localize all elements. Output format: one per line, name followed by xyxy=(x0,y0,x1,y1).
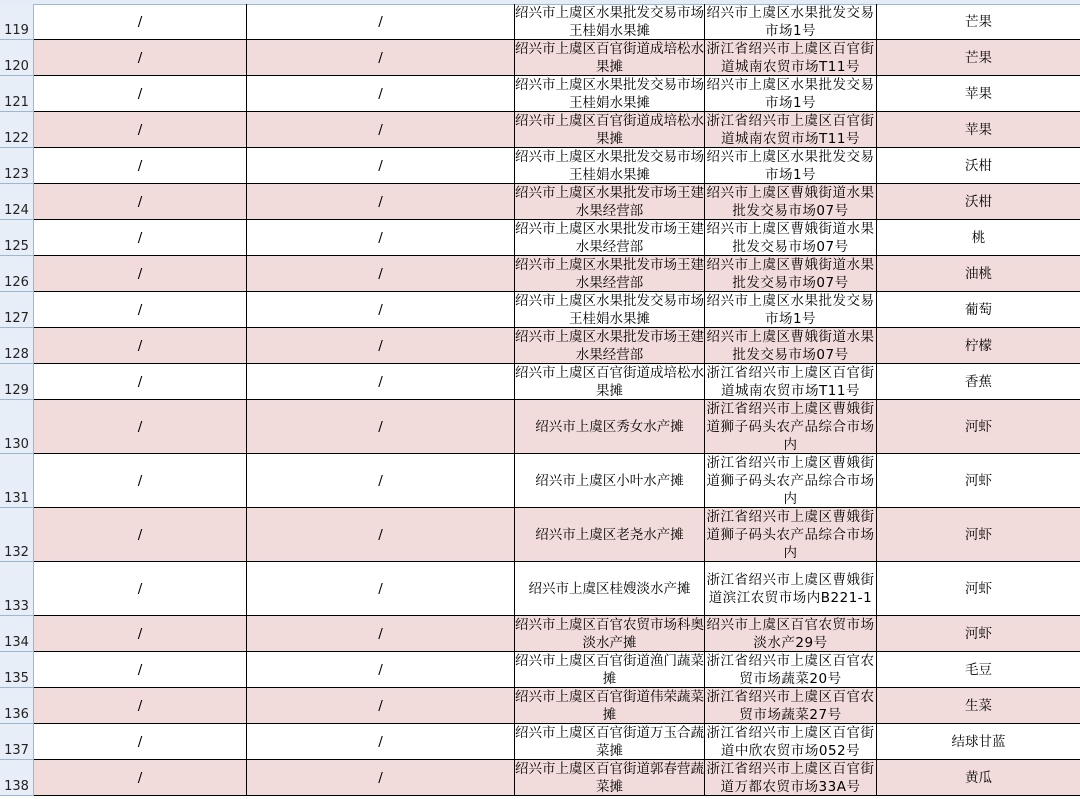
cell-vendor-name[interactable]: 绍兴市上虞区百官农贸市场科奥淡水产摊 xyxy=(515,616,704,651)
cell-vendor-address[interactable]: 绍兴市上虞区百官农贸市场淡水产29号 xyxy=(705,616,877,652)
cell-product[interactable]: 河虾 xyxy=(877,454,1080,508)
cell-vendor-address[interactable]: 绍兴市上虞区水果批发交易市场1号 xyxy=(705,148,877,184)
cell-vendor-name[interactable]: 绍兴市上虞区水果批发市场王建水果经营部 xyxy=(515,256,704,291)
cell-col-b[interactable]: / xyxy=(247,508,515,562)
cell-col-b[interactable]: / xyxy=(247,292,515,328)
cell-vendor-name[interactable]: 绍兴市上虞区水果批发市场王建水果经营部 xyxy=(515,220,704,255)
table-row xyxy=(0,454,1080,508)
cell-vendor-name[interactable]: 绍兴市上虞区水果批发交易市场王桂娟水果摊 xyxy=(515,4,704,39)
cell-col-b[interactable]: / xyxy=(247,4,515,40)
cell-col-b[interactable]: / xyxy=(247,562,515,616)
cell-col-b[interactable]: / xyxy=(247,688,515,724)
cell-product[interactable]: 河虾 xyxy=(877,400,1080,454)
table-row xyxy=(0,4,1080,40)
cell-vendor-name[interactable]: 绍兴市上虞区水果批发市场王建水果经营部 xyxy=(515,328,704,363)
row-number[interactable]: 137 xyxy=(0,724,34,760)
cell-vendor-address[interactable]: 浙江省绍兴市上虞区百官街道万都农贸市场33A号 xyxy=(705,760,877,796)
table-row xyxy=(0,364,1080,400)
cell-col-b[interactable]: / xyxy=(247,724,515,760)
cell-col-a[interactable]: / xyxy=(34,562,247,616)
row-number[interactable]: 136 xyxy=(0,688,34,724)
cell-product[interactable]: 桃 xyxy=(877,220,1080,256)
table-row xyxy=(0,76,1080,112)
cell-product[interactable]: 芒果 xyxy=(877,40,1080,76)
cell-vendor-name[interactable]: 绍兴市上虞区水果批发交易市场王桂娟水果摊 xyxy=(515,148,704,183)
table-row xyxy=(0,40,1080,76)
cell-product[interactable]: 沃柑 xyxy=(877,184,1080,220)
cell-vendor-address[interactable]: 浙江省绍兴市上虞区曹娥街道滨江农贸市场内B221-1 xyxy=(705,562,877,616)
row-number[interactable]: 126 xyxy=(0,256,34,292)
table-row xyxy=(0,760,1080,796)
table-row xyxy=(0,112,1080,148)
row-number[interactable]: 122 xyxy=(0,112,34,148)
cell-col-b[interactable]: / xyxy=(247,454,515,508)
cell-vendor-name[interactable]: 绍兴市上虞区水果批发交易市场王桂娟水果摊 xyxy=(515,76,704,111)
row-number[interactable]: 128 xyxy=(0,328,34,364)
cell-product[interactable]: 苹果 xyxy=(877,76,1080,112)
cell-col-a[interactable]: / xyxy=(34,328,247,364)
row-number[interactable]: 138 xyxy=(0,760,34,796)
row-number[interactable]: 134 xyxy=(0,616,34,652)
row-number[interactable]: 135 xyxy=(0,652,34,688)
cell-vendor-name[interactable]: 绍兴市上虞区秀女水产摊 xyxy=(515,400,705,454)
cell-col-a[interactable]: / xyxy=(34,400,247,454)
cell-product[interactable]: 生菜 xyxy=(877,688,1080,724)
cell-vendor-address[interactable]: 浙江省绍兴市上虞区百官街道城南农贸市场T11号 xyxy=(705,112,877,148)
cell-vendor-address[interactable]: 浙江省绍兴市上虞区百官农贸市场蔬菜20号 xyxy=(705,652,877,688)
cell-vendor-address[interactable]: 绍兴市上虞区水果批发交易市场1号 xyxy=(705,4,877,40)
cell-col-b[interactable]: / xyxy=(247,256,515,292)
row-number[interactable]: 129 xyxy=(0,364,34,400)
table-row xyxy=(0,688,1080,724)
row-number[interactable]: 127 xyxy=(0,292,34,328)
cell-product[interactable]: 苹果 xyxy=(877,112,1080,148)
cell-col-b[interactable]: / xyxy=(247,40,515,76)
cell-col-a[interactable]: / xyxy=(34,184,247,220)
row-number[interactable]: 125 xyxy=(0,220,34,256)
cell-product[interactable]: 葡萄 xyxy=(877,292,1080,328)
cell-col-b[interactable]: / xyxy=(247,148,515,184)
cell-vendor-address[interactable]: 绍兴市上虞区曹娥街道水果批发交易市场07号 xyxy=(705,328,877,364)
cell-col-a[interactable]: / xyxy=(34,4,247,40)
cell-vendor-address[interactable]: 浙江省绍兴市上虞区曹娥街道狮子码头农产品综合市场内 xyxy=(705,508,877,562)
cell-col-a[interactable]: / xyxy=(34,616,247,652)
table-row xyxy=(0,220,1080,256)
cell-col-b[interactable]: / xyxy=(247,328,515,364)
cell-vendor-address[interactable]: 浙江省绍兴市上虞区百官街道中欣农贸市场052号 xyxy=(705,724,877,760)
cell-vendor-address[interactable]: 浙江省绍兴市上虞区百官街道城南农贸市场T11号 xyxy=(705,364,877,400)
table-row xyxy=(0,148,1080,184)
row-number[interactable]: 133 xyxy=(0,562,34,616)
table-row xyxy=(0,184,1080,220)
row-number[interactable]: 130 xyxy=(0,400,34,454)
cell-vendor-address[interactable]: 浙江省绍兴市上虞区百官街道城南农贸市场T11号 xyxy=(705,40,877,76)
cell-vendor-name[interactable]: 绍兴市上虞区百官街道万玉合蔬菜摊 xyxy=(515,724,704,759)
cell-product[interactable]: 柠檬 xyxy=(877,328,1080,364)
cell-col-a[interactable]: / xyxy=(34,256,247,292)
cell-col-b[interactable]: / xyxy=(247,364,515,400)
cell-vendor-address[interactable]: 绍兴市上虞区曹娥街道水果批发交易市场07号 xyxy=(705,184,877,220)
cell-col-b[interactable]: / xyxy=(247,652,515,688)
cell-product[interactable]: 油桃 xyxy=(877,256,1080,292)
cell-vendor-address[interactable]: 浙江省绍兴市上虞区曹娥街道狮子码头农产品综合市场内 xyxy=(705,400,877,454)
cell-product[interactable]: 河虾 xyxy=(877,616,1080,652)
cell-col-a[interactable]: / xyxy=(34,76,247,112)
cell-product[interactable]: 结球甘蓝 xyxy=(877,724,1080,760)
cell-col-a[interactable]: / xyxy=(34,148,247,184)
cell-col-a[interactable]: / xyxy=(34,364,247,400)
cell-col-b[interactable]: / xyxy=(247,112,515,148)
cell-product[interactable]: 河虾 xyxy=(877,508,1080,562)
cell-col-a[interactable]: / xyxy=(34,454,247,508)
cell-vendor-name[interactable]: 绍兴市上虞区百官街道成培松水果摊 xyxy=(515,364,704,399)
cell-vendor-name[interactable]: 绍兴市上虞区水果批发交易市场王桂娟水果摊 xyxy=(515,292,704,327)
cell-vendor-name[interactable]: 绍兴市上虞区桂嫂淡水产摊 xyxy=(515,562,705,616)
cell-col-b[interactable]: / xyxy=(247,616,515,652)
cell-vendor-name[interactable]: 绍兴市上虞区百官街道成培松水果摊 xyxy=(515,112,704,147)
cell-vendor-address[interactable]: 绍兴市上虞区水果批发交易市场1号 xyxy=(705,292,877,328)
table-row xyxy=(0,328,1080,364)
row-number[interactable]: 123 xyxy=(0,148,34,184)
table-row xyxy=(0,562,1080,616)
cell-col-a[interactable]: / xyxy=(34,292,247,328)
cell-col-b[interactable]: / xyxy=(247,760,515,796)
table-row xyxy=(0,616,1080,652)
cell-col-b[interactable]: / xyxy=(247,184,515,220)
cell-vendor-name[interactable]: 绍兴市上虞区百官街道伟荣蔬菜摊 xyxy=(515,688,704,723)
cell-product[interactable]: 河虾 xyxy=(877,562,1080,616)
cell-vendor-name[interactable]: 绍兴市上虞区水果批发市场王建水果经营部 xyxy=(515,184,704,219)
table-row xyxy=(0,652,1080,688)
table-row xyxy=(0,724,1080,760)
row-number[interactable]: 120 xyxy=(0,40,34,76)
table-row xyxy=(0,256,1080,292)
cell-col-b[interactable]: / xyxy=(247,400,515,454)
table-row xyxy=(0,400,1080,454)
table-row xyxy=(0,292,1080,328)
cell-vendor-name[interactable]: 绍兴市上虞区百官街道渔门蔬菜摊 xyxy=(515,652,704,687)
cell-vendor-name[interactable]: 绍兴市上虞区老尧水产摊 xyxy=(515,508,705,562)
cell-product[interactable]: 黄瓜 xyxy=(877,760,1080,796)
row-number[interactable]: 132 xyxy=(0,508,34,562)
cell-col-b[interactable]: / xyxy=(247,76,515,112)
table-row xyxy=(0,508,1080,562)
cell-vendor-name[interactable]: 绍兴市上虞区百官街道成培松水果摊 xyxy=(515,40,704,75)
row-number[interactable]: 119 xyxy=(0,4,34,40)
cell-product[interactable]: 毛豆 xyxy=(877,652,1080,688)
cell-vendor-address[interactable]: 浙江省绍兴市上虞区曹娥街道狮子码头农产品综合市场内 xyxy=(705,454,877,508)
cell-col-a[interactable]: / xyxy=(34,220,247,256)
cell-col-a[interactable]: / xyxy=(34,760,247,796)
cell-vendor-name[interactable]: 绍兴市上虞区百官街道郭春营蔬菜摊 xyxy=(515,760,704,795)
cell-col-a[interactable]: / xyxy=(34,652,247,688)
cell-vendor-address[interactable]: 绍兴市上虞区曹娥街道水果批发交易市场07号 xyxy=(705,220,877,256)
cell-vendor-address[interactable]: 绍兴市上虞区曹娥街道水果批发交易市场07号 xyxy=(705,256,877,292)
cell-col-a[interactable]: / xyxy=(34,724,247,760)
cell-col-a[interactable]: / xyxy=(34,112,247,148)
cell-vendor-address[interactable]: 绍兴市上虞区水果批发交易市场1号 xyxy=(705,76,877,112)
cell-col-b[interactable]: / xyxy=(247,220,515,256)
cell-product[interactable]: 香蕉 xyxy=(877,364,1080,400)
cell-product[interactable]: 芒果 xyxy=(877,4,1080,40)
cell-vendor-name[interactable]: 绍兴市上虞区小叶水产摊 xyxy=(515,454,705,508)
cell-col-a[interactable]: / xyxy=(34,508,247,562)
cell-col-a[interactable]: / xyxy=(34,688,247,724)
row-number[interactable]: 124 xyxy=(0,184,34,220)
row-number[interactable]: 121 xyxy=(0,76,34,112)
cell-product[interactable]: 沃柑 xyxy=(877,148,1080,184)
row-number[interactable]: 131 xyxy=(0,454,34,508)
cell-vendor-address[interactable]: 浙江省绍兴市上虞区百官农贸市场蔬菜27号 xyxy=(705,688,877,724)
cell-col-a[interactable]: / xyxy=(34,40,247,76)
